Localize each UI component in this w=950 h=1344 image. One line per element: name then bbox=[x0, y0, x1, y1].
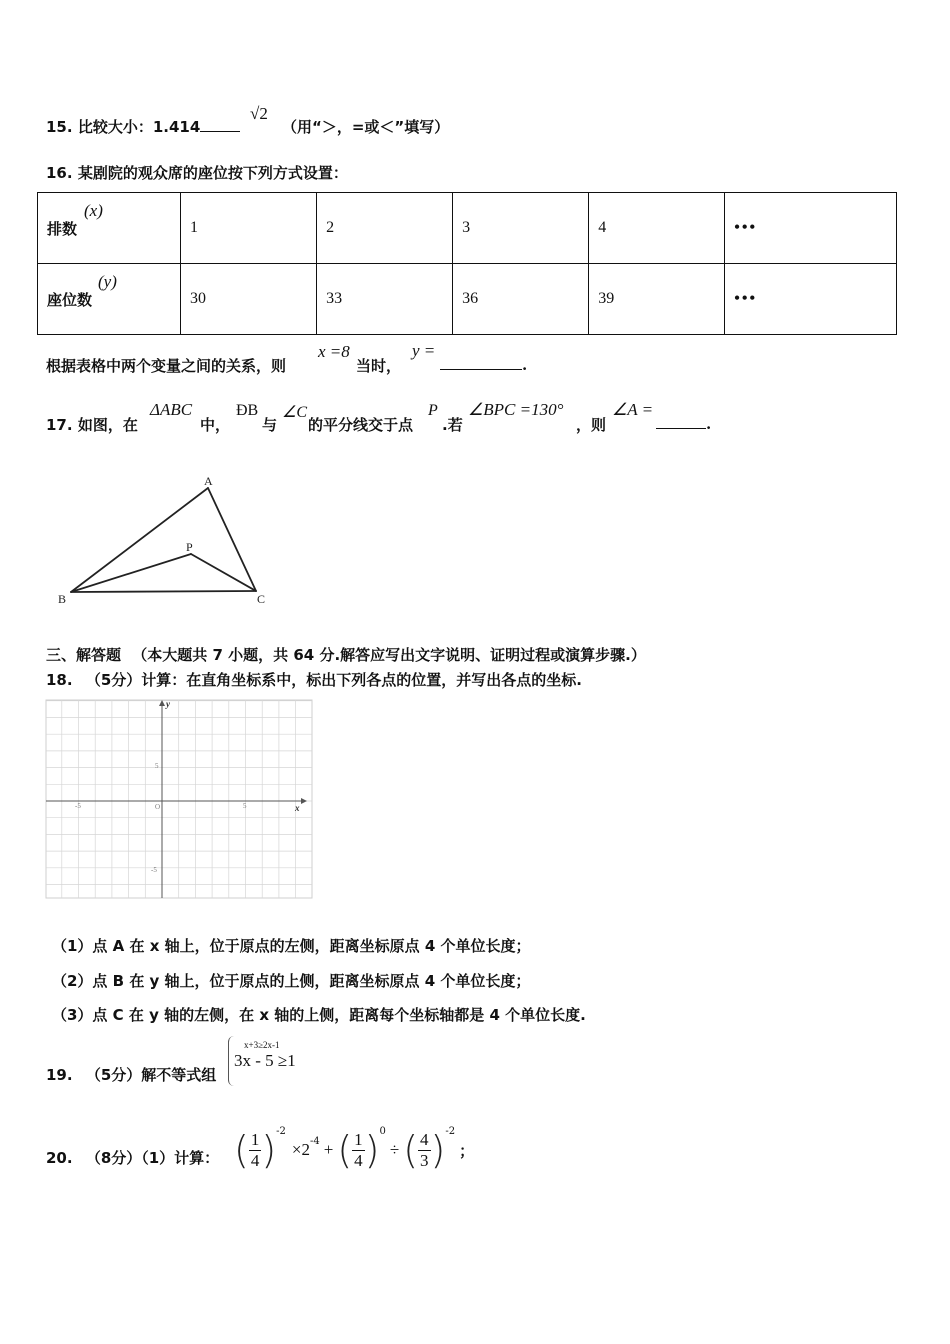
q17-point-p: P bbox=[428, 402, 438, 419]
table-cell: 36 bbox=[453, 264, 589, 335]
seat-table bbox=[37, 192, 897, 335]
tick-origin: O bbox=[155, 803, 161, 811]
q15-line bbox=[46, 116, 240, 137]
section-3-title: 三、解答题 bbox=[46, 646, 122, 664]
tick-x-pos: 5 bbox=[243, 802, 247, 810]
paren-right: ) bbox=[430, 1128, 446, 1172]
q17-text-f: ，则 bbox=[576, 416, 607, 434]
label-a: A bbox=[204, 474, 213, 488]
q19-line bbox=[46, 1064, 216, 1085]
q17-answer-blank[interactable] bbox=[656, 414, 706, 429]
tick-y-pos: 5 bbox=[155, 762, 159, 770]
q18-line bbox=[46, 669, 582, 690]
table-cell: 4 bbox=[589, 193, 725, 264]
table-cell: 1 bbox=[181, 193, 317, 264]
q16-number: 16. bbox=[46, 164, 73, 182]
axis-label-x: x bbox=[295, 803, 300, 813]
fraction-3: $\frac{4}{3}$ bbox=[420, 1129, 429, 1170]
q18-part-3: （3）点 C 在 y 轴的左侧，在 x 轴的上侧，距离每个坐标轴都是 4 个单位长度. bbox=[52, 1006, 586, 1024]
q16-y-equation: y = bbox=[412, 341, 436, 360]
q18-part-1: （1）点 A 在 x 轴上，位于原点的左侧，距离坐标原点 4 个单位长度； bbox=[52, 937, 531, 955]
q20-text: （8分）（1）计算： bbox=[85, 1149, 220, 1167]
exponent-4: -2 bbox=[445, 1126, 456, 1137]
q17-angle-c: ∠C bbox=[282, 404, 308, 421]
q17-angle-a: ∠A = bbox=[612, 400, 654, 419]
table-cell: 2 bbox=[317, 193, 453, 264]
tick-x-neg: -5 bbox=[75, 802, 81, 810]
segment-pc bbox=[191, 554, 256, 591]
plus-sign: + bbox=[323, 1140, 334, 1159]
q17-bpc: ∠BPC =130° bbox=[468, 400, 564, 419]
q15-number: 15. bbox=[46, 118, 73, 136]
var-y: (y) bbox=[98, 272, 117, 291]
paren-left: ( bbox=[337, 1128, 353, 1172]
segment-ac bbox=[208, 488, 256, 591]
q16-intro: 某剧院的观众席的座位按下列方式设置： bbox=[77, 164, 348, 182]
q15-sqrt2: √2 bbox=[250, 104, 268, 123]
q20-line bbox=[46, 1147, 219, 1168]
q15-answer-blank[interactable] bbox=[200, 117, 240, 132]
table-cell: 3 bbox=[453, 193, 589, 264]
q19-inequality-2: 3x - 5 ≥1 bbox=[234, 1051, 296, 1070]
q17-number: 17. bbox=[46, 416, 73, 434]
fraction-1: $\frac{1}{4}$ bbox=[250, 1129, 260, 1170]
exponent-3: 0 bbox=[379, 1126, 386, 1137]
table-cell: 33 bbox=[317, 264, 453, 335]
table-row-seats bbox=[38, 264, 897, 335]
label-p: P bbox=[186, 540, 193, 554]
label-b: B bbox=[58, 592, 67, 606]
q16-x-equation: x =8 bbox=[318, 342, 350, 361]
table-cell: 39 bbox=[589, 264, 725, 335]
table-row-rows bbox=[38, 193, 897, 264]
q18-number: 18. bbox=[46, 671, 73, 689]
coordinate-grid[interactable] bbox=[45, 698, 315, 900]
q15-text-a: 比较大小：1.414 bbox=[77, 118, 201, 136]
label-c: C bbox=[257, 592, 266, 606]
q17-angle-b: ÐB bbox=[236, 402, 259, 419]
table-cell-ellipsis: ••• bbox=[725, 193, 897, 264]
q17-triangle: ΔABC bbox=[150, 400, 193, 419]
paren-right: ) bbox=[364, 1128, 380, 1172]
segment-bp bbox=[71, 554, 191, 592]
q17-text-e: .若 bbox=[442, 416, 463, 434]
q16-followup-a: 根据表格中两个变量之间的关系，则 bbox=[46, 357, 287, 375]
var-x: (x) bbox=[84, 201, 103, 220]
paren-left: ( bbox=[403, 1128, 419, 1172]
table-cell-ellipsis: ••• bbox=[725, 264, 897, 335]
divide-sign: ÷ bbox=[389, 1140, 400, 1159]
q19-inequality-1: x+3≥2x-1 bbox=[244, 1040, 280, 1050]
q16-intro-line bbox=[46, 162, 348, 183]
times-two: ×2 bbox=[291, 1140, 310, 1159]
row-label-rows: 排数 (x) bbox=[38, 193, 181, 264]
q16-answer-line: . bbox=[440, 355, 527, 374]
fraction-2: $\frac{1}{4}$ bbox=[354, 1129, 363, 1170]
triangle-figure bbox=[55, 470, 280, 610]
q20-end: ； bbox=[459, 1141, 475, 1160]
q18-text: （5分）计算：在直角坐标系中，标出下列各点的位置，并写出各点的坐标. bbox=[85, 671, 582, 689]
q20-expression bbox=[234, 1122, 474, 1178]
q20-number: 20. bbox=[46, 1149, 73, 1167]
paren-right: ) bbox=[261, 1128, 277, 1172]
exponent-1: -2 bbox=[276, 1126, 286, 1137]
q16-followup-b: 当时， bbox=[356, 357, 402, 375]
section-3-note: （本大题共 7 小题，共 64 分.解答应写出文字说明、证明过程或演算步骤.） bbox=[132, 646, 646, 664]
q17-text-c: 与 bbox=[262, 416, 278, 434]
q15-instruction: （用“＞，=或＜”填写） bbox=[282, 118, 450, 136]
axis-label-y: y bbox=[166, 699, 170, 709]
q18-part-2: （2）点 B 在 y 轴上，位于原点的上侧，距离坐标原点 4 个单位长度； bbox=[52, 972, 531, 990]
q17-answer-line: . bbox=[656, 414, 711, 433]
row-label-seats: 座位数 (y) bbox=[38, 264, 181, 335]
q17-text-a: 如图，在 bbox=[77, 416, 138, 434]
table-cell: 30 bbox=[181, 264, 317, 335]
q17-line-a bbox=[46, 414, 138, 435]
section-3-line bbox=[46, 644, 646, 665]
q17-text-b: 中， bbox=[200, 416, 231, 434]
exponent-2: -4 bbox=[310, 1136, 320, 1147]
q19-number: 19. bbox=[46, 1066, 73, 1084]
q19-text: （5分）解不等式组 bbox=[85, 1066, 217, 1084]
q17-text-d: 的平分线交于点 bbox=[308, 416, 414, 434]
tick-y-neg: -5 bbox=[151, 866, 157, 874]
segment-bc bbox=[71, 591, 256, 592]
paren-left: ( bbox=[234, 1128, 249, 1172]
q16-answer-blank[interactable] bbox=[440, 355, 522, 370]
